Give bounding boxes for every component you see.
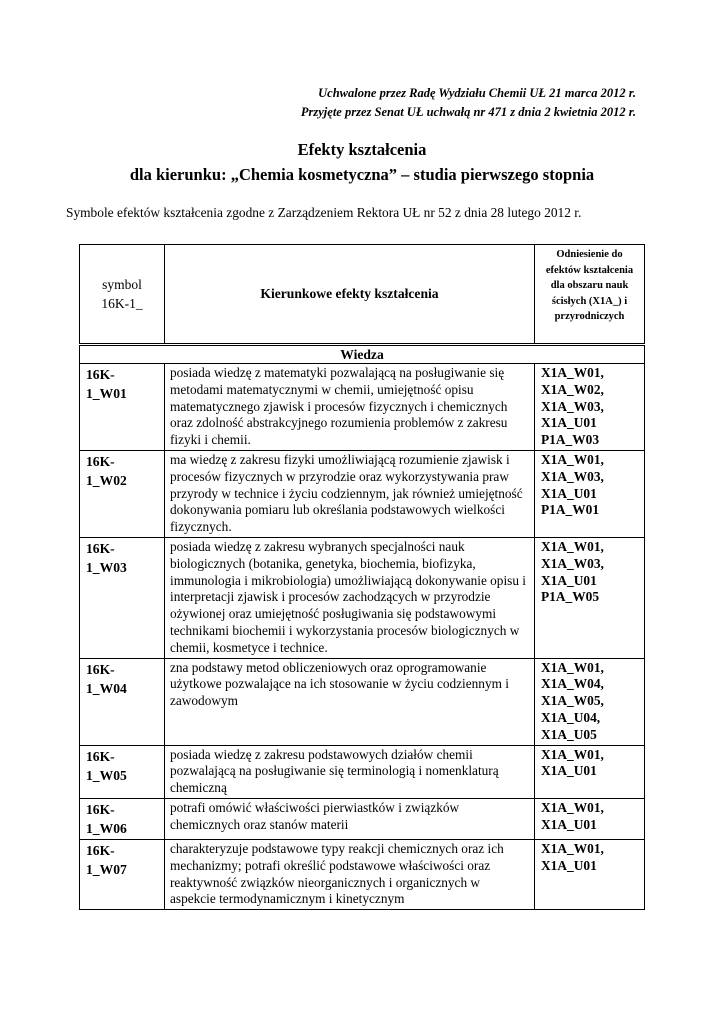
outcome-description: zna podstawy metod obliczeniowych oraz oprogramowanie użytkowe pozwalające na ich stosowanie w życiu codziennym i zawodowym xyxy=(165,658,535,745)
outcome-symbol xyxy=(80,537,165,658)
document-title: Efekty kształcenia xyxy=(297,140,427,159)
outcome-description: posiada wiedzę z zakresu wybranych specjalności nauk biologicznych (botanika, genetyka, biochemia, biofizyka, immunologia i mikrobiologia) umożliwiającą dokonywanie opisu i interpretacji zjawisk i procesów zachodzących w przyrodzie ożywionej oraz umiejętność posługiwania się podstawowymi technikami biochemii i wykorzystania procesów biologicznych w chemii, kosmetyce i technice. xyxy=(165,537,535,658)
outcome-description: charakteryzuje podstawowe typy reakcji chemicznych oraz ich mechanizmy; potrafi określić podstawowe właściwości oraz reaktywność związków nieorganicznych i organicznych w aspekcie termodynamicznym i kinetycznym xyxy=(165,839,535,909)
outcome-symbol xyxy=(80,798,165,839)
outcome-symbol-code: 1_W04 xyxy=(86,680,127,696)
reference-code: X1A_W01, xyxy=(541,799,604,815)
reference-code: X1A_W01, xyxy=(541,538,604,554)
reference-code: X1A_W03, xyxy=(541,555,604,571)
table-row xyxy=(80,745,645,798)
outcome-symbol-prefix: 16K- xyxy=(86,748,115,764)
outcome-symbol xyxy=(80,450,165,537)
outcome-symbol-prefix: 16K- xyxy=(86,367,115,382)
reference-code: X1A_W01, xyxy=(541,840,604,856)
reference-code: X1A_W01, xyxy=(541,659,604,675)
reference-code: X1A_W02, xyxy=(541,381,604,397)
outcome-symbol-prefix: 16K- xyxy=(86,453,115,469)
table-row xyxy=(80,658,645,745)
reference-code: X1A_U01 xyxy=(541,816,597,832)
outcome-references xyxy=(535,450,645,537)
reference-code: X1A_W01, xyxy=(541,365,604,380)
outcome-symbol xyxy=(80,839,165,909)
outcome-references xyxy=(535,364,645,451)
reference-code: X1A_W01, xyxy=(541,746,604,762)
reference-code: X1A_U01 xyxy=(541,415,597,431)
section-row xyxy=(80,345,645,364)
outcome-references xyxy=(535,839,645,909)
reference-code: P1A_W01 xyxy=(541,502,600,518)
reference-code: X1A_W04, xyxy=(541,676,604,692)
outcome-symbol-prefix: 16K- xyxy=(86,801,115,817)
reference-code: X1A_U04, xyxy=(541,709,601,725)
outcome-description: posiada wiedzę z zakresu podstawowych działów chemii pozwalającą na posługiwanie się terminologią i nomenklaturą chemiczną xyxy=(165,745,535,798)
header-effects: Kierunkowe efekty kształcenia xyxy=(165,245,535,345)
outcome-symbol-code: 1_W03 xyxy=(86,559,127,575)
reference-code: X1A_W03, xyxy=(541,468,604,484)
reference-code: X1A_W05, xyxy=(541,693,604,709)
table-row xyxy=(80,364,645,451)
header-symbol xyxy=(80,245,165,345)
reference-code: P1A_W03 xyxy=(541,432,600,448)
reference-code: P1A_W05 xyxy=(541,589,600,605)
outcome-symbol xyxy=(80,658,165,745)
reference-code: X1A_U05 xyxy=(541,726,597,742)
table-row xyxy=(80,798,645,839)
outcome-references xyxy=(535,658,645,745)
approval-line-council: Uchwalone przez Radę Wydziału Chemii UŁ 21 marca 2012 r. xyxy=(318,86,636,100)
outcome-symbol xyxy=(80,745,165,798)
outcome-symbol xyxy=(80,364,165,451)
symbols-note: Symbole efektów kształcenia zgodne z Zarządzeniem Rektora UŁ nr 52 z dnia 28 lutego 2012 r. xyxy=(66,205,582,220)
reference-code: X1A_W03, xyxy=(541,398,604,414)
table-row xyxy=(80,537,645,658)
outcome-description: potrafi omówić właściwości pierwiastków i związków chemicznych oraz stanów materii xyxy=(165,798,535,839)
outcome-symbol-prefix: 16K- xyxy=(86,661,115,677)
outcome-references xyxy=(535,745,645,798)
outcome-description: ma wiedzę z zakresu fizyki umożliwiającą rozumienie zjawisk i procesów fizycznych w przyrodzie oraz wykorzystywania praw przyrody w technice i życiu codziennym, jak również umiejętność dokonywania pomiaru lub określania podstawowych wielkości fizycznych. xyxy=(165,450,535,537)
reference-code: X1A_U01 xyxy=(541,485,597,501)
header-reference: Odniesienie do efektów kształcenia dla obszaru nauk ścisłych (X1A_) i przyrodniczych xyxy=(535,245,645,345)
outcome-symbol-prefix: 16K- xyxy=(86,540,115,556)
outcome-references xyxy=(535,537,645,658)
outcome-references xyxy=(535,798,645,839)
header-symbol-label: symbol xyxy=(102,277,142,292)
outcome-symbol-prefix: 16K- xyxy=(86,842,115,858)
reference-code: X1A_W01, xyxy=(541,451,604,467)
learning-outcomes-table xyxy=(79,244,645,910)
outcome-symbol-code: 1_W07 xyxy=(86,861,127,877)
section-title: Wiedza xyxy=(80,345,645,364)
outcome-description: posiada wiedzę z matematyki pozwalającą na posługiwanie się metodami matematycznymi w chemii, umiejętność opisu matematycznego zjawisk i procesów fizycznych i chemicznych oraz zdolność abstrakcyjnego rozumienia problemów z zakresu fizyki i chemii. xyxy=(165,364,535,451)
table-row xyxy=(80,450,645,537)
reference-code: X1A_U01 xyxy=(541,763,597,779)
outcome-symbol-code: 1_W01 xyxy=(86,386,127,401)
document-subtitle: dla kierunku: „Chemia kosmetyczna” – studia pierwszego stopnia xyxy=(129,165,595,184)
outcome-symbol-code: 1_W06 xyxy=(86,820,127,836)
outcome-symbol-code: 1_W05 xyxy=(86,767,127,783)
table-row xyxy=(80,839,645,909)
reference-code: X1A_U01 xyxy=(541,572,597,588)
outcome-symbol-code: 1_W02 xyxy=(86,472,127,488)
table-header-row xyxy=(80,245,645,345)
approval-line-senate: Przyjęte przez Senat UŁ uchwałą nr 471 z dnia 2 kwietnia 2012 r. xyxy=(300,105,636,119)
reference-code: X1A_U01 xyxy=(541,857,597,873)
header-symbol-code: 16K-1_ xyxy=(101,296,143,311)
